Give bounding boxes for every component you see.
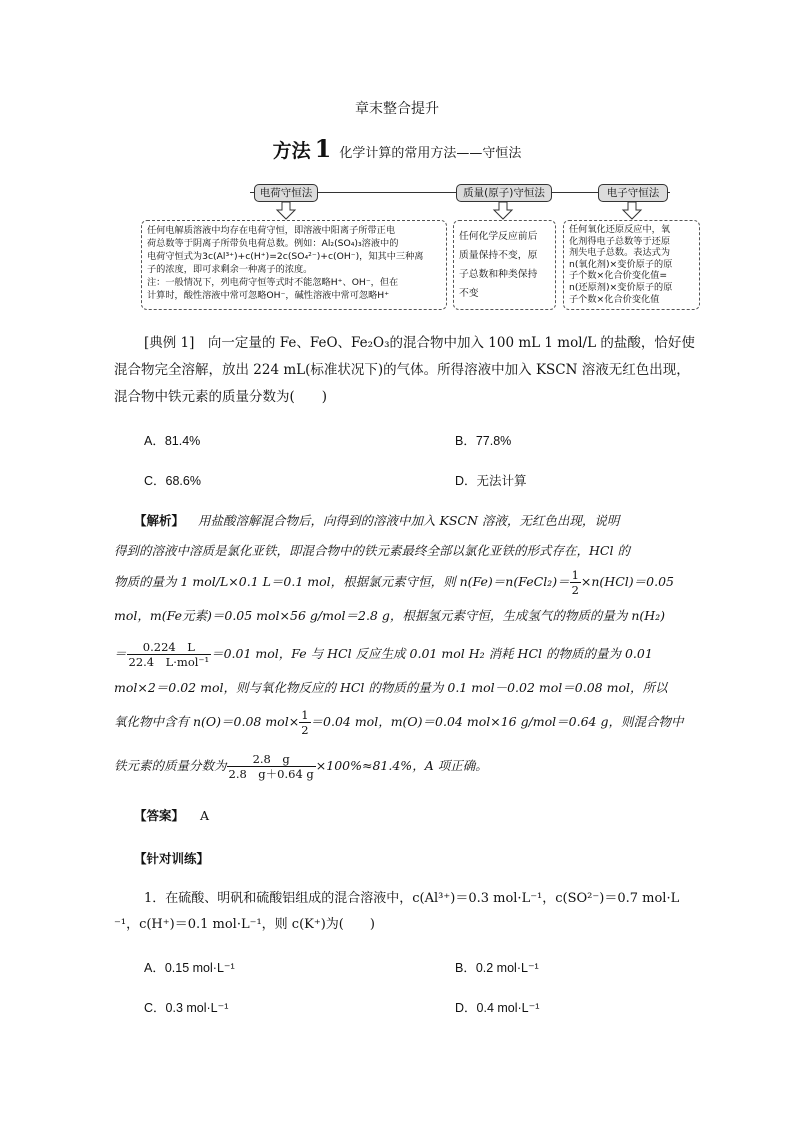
answer-label: 【答案】 xyxy=(134,808,185,823)
fraction-moles-h2: $\frac{0.224 L}{\text{22.4 L·mol⁻¹}}$ xyxy=(128,640,210,669)
down-arrow-icon xyxy=(494,202,512,219)
solution-line-1: 【解析】 用盐酸溶解混合物后，向得到的溶液中加入 KSCN 溶液，无红色出现，说明 xyxy=(134,513,620,528)
solution-line-2: 得到的溶液中溶质是氯化亚铁，即混合物中的铁元素最终全部以氯化亚铁的形式存在，HCl 的 xyxy=(114,543,630,558)
solution-label: 【解析】 xyxy=(134,513,185,528)
option-d: D．无法计算 xyxy=(455,474,527,488)
solution-line-8: 铁元素的质量分数为 $\frac{2.8 g}{2.8 g+0.64 g}$ ×100%≈81.4%，A 项正确。 xyxy=(114,752,488,781)
method-heading xyxy=(0,134,794,163)
solution-line-5: ＝ $\frac{0.224 L}{\text{22.4 L·mol⁻¹}}$ ＝0.01 mol，Fe 与 HCl 反应生成 0.01 mol H₂ 消耗 HCl 的物质的量为 0.01 xyxy=(114,640,653,669)
down-arrow-icon xyxy=(623,202,641,219)
solution-line-7: 氧化物中含有 n(O)＝0.08 mol× $\frac{1}{2}$ ＝0.04 mol，m(O)＝0.04 mol×16 g/mol＝0.64 g，则混合物中 xyxy=(114,708,684,737)
down-arrow-icons xyxy=(0,200,794,222)
option-c: C．68.6% xyxy=(144,474,201,488)
electron-conservation-box: 任何氧化还原反应中，氧 化剂得电子总数等于还原 剂失电子总数。表达式为 n(氧化剂)×变价原子的原 子个数×化合价变化值= n(还原剂)×变价原子的原 子个数×化合价变化值 xyxy=(563,220,700,310)
training-option-b: B．0.2 mol·L⁻¹ xyxy=(455,961,539,975)
page-title: 章末整合提升 xyxy=(355,101,439,117)
pill-charge-conservation: 电荷守恒法 xyxy=(254,184,318,202)
example-line-2: 混合物完全溶解，放出 224 mL(标准状况下)的气体。所得溶液中加入 KSCN 溶液无红色出现， xyxy=(114,362,690,378)
training-label: 【针对训练】 xyxy=(134,851,210,866)
solution-line-4: mol，m(Fe元素)＝0.05 mol×56 g/mol＝2.8 g，根据氢元素守恒，生成氢气的物质的量为 n(H₂) xyxy=(114,608,666,623)
mass-conservation-box: 任何化学反应前后 质量保持不变，原 子总数和种类保持 不变 xyxy=(453,220,556,310)
solution-line-6: mol×2＝0.02 mol，则与氧化物反应的 HCl 的物质的量为 0.1 mol－0.02 mol＝0.08 mol，所以 xyxy=(114,680,668,695)
option-b: B．77.8% xyxy=(455,434,512,448)
fraction-percent: $\frac{2.8 g}{2.8 g+0.64 g}$ xyxy=(228,752,314,781)
method-label: 方法 xyxy=(272,140,311,162)
training-option-c: C．0.3 mol·L⁻¹ xyxy=(144,1001,229,1015)
down-arrow-icon xyxy=(277,202,295,219)
charge-conservation-box: 任何电解质溶液中均存在电荷守恒，即溶液中阳离子所带正电 荷总数等于阴离子所带负电荷总数。例如：Al₂(SO₄)₃溶液中的 电荷守恒式为3c(Al³⁺)+c(H⁺)=2c(SO₄²⁻)+c(OH⁻)，知其中三种离 子的浓度，即可求剩余一种离子的浓度。 注：一般情况下，列电荷守恒等式时不能忽略H⁺、OH⁻，但在 计算时，酸性溶液中常可忽略OH⁻，碱性溶液中常可忽略H⁺ xyxy=(141,220,447,310)
training-option-d: D．0.4 mol·L⁻¹ xyxy=(455,1001,540,1015)
method-number: 1 xyxy=(314,134,332,163)
method-subtitle: 化学计算的常用方法——守恒法 xyxy=(339,146,522,161)
fraction-half: $\frac{1}{2}$ xyxy=(571,568,579,597)
answer-value: A xyxy=(200,808,210,823)
solution-line-3: 物质的量为 1 mol/L×0.1 L＝0.1 mol，根据氯元素守恒，则 n(Fe)＝n(FeCl₂)＝ $\frac{1}{2}$ ×n(HCl)＝0.05 xyxy=(114,568,674,597)
option-a: A．81.4% xyxy=(144,434,201,448)
fraction-half-2: $\frac{1}{2}$ xyxy=(301,708,309,737)
pill-mass-conservation: 质量(原子)守恒法 xyxy=(456,184,552,202)
example-line-3: 混合物中铁元素的质量分数为( ) xyxy=(114,389,328,405)
question-1-line-2: ⁻¹，c(H⁺)＝0.1 mol·L⁻¹，则 c(K⁺)为( ) xyxy=(114,917,375,932)
pill-electron-conservation: 电子守恒法 xyxy=(598,184,668,202)
question-1-line-1: 1．在硫酸、明矾和硫酸铝组成的混合溶液中，c(Al³⁺)＝0.3 mol·L⁻¹，c(SO²⁻)＝0.7 mol·L xyxy=(144,891,680,906)
example-line-1: [典例 1] 向一定量的 Fe、FeO、Fe₂O₃的混合物中加入 100 mL 1 mol/L 的盐酸，恰好使 xyxy=(144,335,695,351)
answer-line xyxy=(134,803,209,829)
training-option-a: A．0.15 mol·L⁻¹ xyxy=(144,961,235,975)
